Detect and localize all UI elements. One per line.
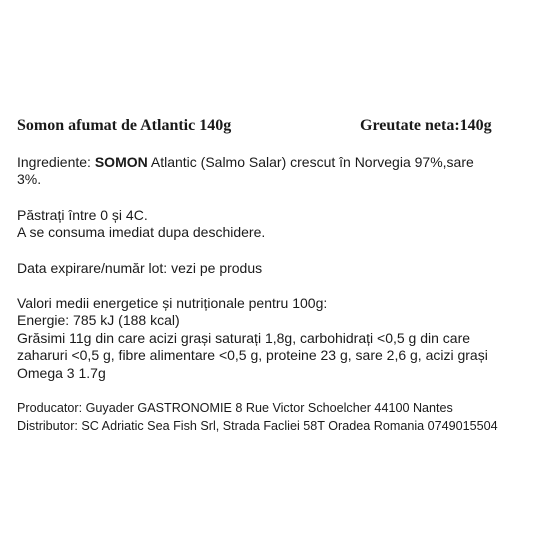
ingredients-label: Ingrediente: [17,154,95,170]
storage-line-2: A se consuma imediat dupa deschidere. [17,224,266,241]
nutrition-energy: Energie: 785 kJ (188 kcal) [17,312,180,329]
title-row [17,116,517,136]
product-name: Somon afumat de Atlantic 140g [17,117,232,134]
storage-line-1: Păstrați între 0 și 4C. [17,207,148,223]
net-weight: Greutate neta:140g [360,117,492,134]
distributor-line: Distributor: SC Adriatic Sea Fish Srl, Strada Facliei 58T Oradea Romania 0749015504 [17,418,498,433]
nutrition-heading: Valori medii energetice și nutriționale pentru 100g: [17,295,328,311]
nutrition-line-5: Omega 3 1.7g [17,364,106,381]
storage-section [17,207,527,242]
nutrition-line-3: Grăsimi 11g din care acizi grași saturați 1,8g, carbohidrați <0,5 g din care [17,329,471,346]
producer-section [17,400,527,435]
producer-line: Producator: Guyader GASTRONOMIE 8 Rue Victor Schoelcher 44100 Nantes [17,401,453,415]
expiry-section [17,260,527,277]
expiry-line: Data expirare/număr lot: vezi pe produs [17,260,263,276]
nutrition-section [17,295,527,382]
ingredients-line-2: 3%. [17,171,42,188]
ingredients-section [17,154,527,189]
nutrition-line-4: zaharuri <0,5 g, fibre alimentare <0,5 g, proteine 23 g, sare 2,6 g, acizi grași [17,347,488,364]
main-ingredient: SOMON [94,154,148,170]
ingredients-line-1 [17,154,527,171]
ingredients-text: Atlantic (Salmo Salar) crescut în Norvegia 97%,sare [147,154,474,170]
